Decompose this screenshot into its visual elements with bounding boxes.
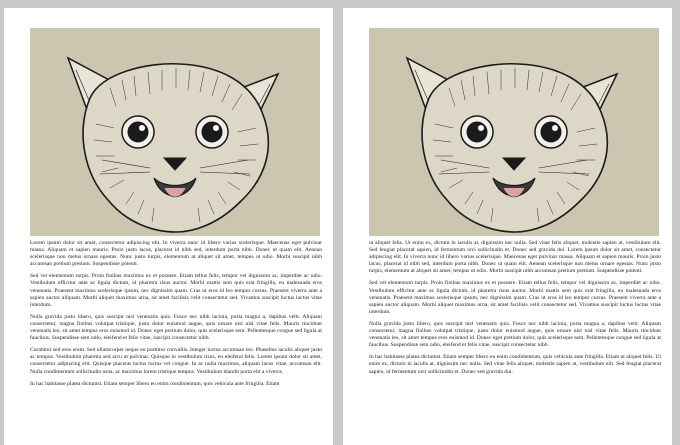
page-left: [4, 8, 333, 445]
kitten-illustration: [30, 28, 320, 236]
kitten-drawing: [30, 28, 320, 236]
paragraph: In hac habitasse platea dictumst. Etiam semper libero eu enim condimentum, quis vehicula ante fringilla. Etiam: [30, 380, 280, 387]
paragraph: Lorem ipsum dolor sit amet, consectetur adipiscing elit. In viverra nunc id libero varius scelerisque. Maecenas eget pulvinar massa. Aliquam et sapien mauris. Proin justo lacus, placerat id nibh sed, interdum porta nibh. Donec ut quam elit. Aenean scelerisque non metus ornare egestas. Nunc justo turpis, elementum at aliquet sit amet, tempus ut odio. Morbi suscipit nibh accumsan pretium pretium. Suspendisse potenti.: [30, 240, 322, 268]
paragraph: In hac habitasse platea dictumst. Etiam semper libero eu enim condimentum, quis vehicula ante fringilla. Etiam ut aliquet felis. Ut enim ex, dictum in iaculis at, dignissim nec nulla. Sed vitae felis aliquet, molestie sapien at, vestibulum elit. Sed feugiat placerat sapien, id fermentum orci sollicitudin et. Donec sed gravida dui.: [369, 354, 661, 375]
body-text-left: [30, 240, 322, 393]
paragraph: ut aliquet felis. Ut enim ex, dictum in iaculis at, dignissim nec nulla. Sed vitae felis aliquet, molestie sapien at, vestibulum elit. Sed feugiat placerat sapien, id fermentum orci sollicitudin et. Donec sed gravida dui. Lorem ipsum dolor sit amet, consectetur adipiscing elit. In viverra nunc id libero varius scelerisque. Maecenas eget pulvinar massa. Aliquam et sapien mauris. Proin justo lacus, placerat id nibh sed, interdum porta nibh. Donec ut quam elit. Aenean scelerisque non metus ornare egestas. Nunc justo turpis, elementum at aliquet sit amet, tempus ut odio. Morbi suscipit nibh accumsan pretium pretium. Suspendisse potenti.: [369, 240, 661, 275]
paragraph: Nulla gravida justo libero, quis suscipit nisl venenatis quis. Fusce nec nibh lacinia, porta magna a, dapibus velit. Aliquam consectetur, magna finibus volutpat tristique, justo dolor euismod augue, quis ornare nisl nisl vitae felis. Mauris tincidunt venenatis leo, sit amet tempus eros euismod id. Donec eget pretium dolor, quis scelerisque sem. Pellentesque congue sed ligula at faucibus. Suspendisse sem odio, eleifend et felis vitae, suscipit consectetur nibh.: [30, 313, 322, 342]
kitten-illustration: [369, 28, 659, 236]
kitten-drawing: [369, 28, 659, 236]
paragraph: Sed vel elementum turpis. Proin finibus maximus ex et posuere. Etiam tellus felis, tempor vel dignissim ac, imperdiet ac odio. Vestibulum efficitur ante ac ligula dictum, id pharetra risus auctor. Morbi mattis sem quis erat fringilla, eu malesuada eros venenatis. Praesent maximus scelerisque ipsum, nec dignissim quam. Cras ut eros id leo tempor cursus. Praesent viverra ante a sapien auctor aliquam. Morbi aliquet maximus urna, sit amet facilisis velit consectetur sed. Vivamus suscipit luctus luctus vitae interdum.: [369, 280, 661, 315]
paragraph: Nulla gravida justo libero, quis suscipit nisl venenatis quis. Fusce nec nibh lacinia, porta magna a, dapibus velit. Aliquam consectetur, magna finibus volutpat tristique, justo dolor euismod augue, quis ornare nisl nisl vitae felis. Mauris tincidunt venenatis leo, sit amet tempus eros euismod id. Donec eget pretium dolor, quis scelerisque sem. Pellentesque congue sed ligula at faucibus. Suspendisse sem odio, eleifend et felis vitae, suscipit consectetur nibh.: [369, 320, 661, 349]
body-text-right: [369, 240, 661, 381]
paragraph: Curabitur sed eros enim. Sed ullamcorper neque eu porttitor convallis. Integer luctus accumsan leo. Phasellus iaculis aliquet justo ac tempus. Vestibulum pharetra sed arcu ut pulvinar. Quisque in vestibulum risus, eu eleifend felis. Lorem ipsum dolor sit amet, consectetur adipiscing elit. Quisque placerat luctus luctus vel congue. In ac nulla maximus, aliquam lacus vitae, accumsan elit. Nulla condimentum sollicitudin urna, ac maximus lorem tristique tempus. Vestibulum blandit porta elit a viverra.: [30, 347, 322, 375]
paragraph: Sed vel elementum turpis. Proin finibus maximus ex et posuere. Etiam tellus felis, tempor vel dignissim ac, imperdiet ac odio. Vestibulum efficitur ante ac ligula dictum, id pharetra risus auctor. Morbi mattis sem quis erat fringilla, eu malesuada eros venenatis. Praesent maximus scelerisque ipsum, nec dignissim quam. Cras ut eros id leo tempor cursus. Praesent viverra ante a sapien auctor aliquam. Morbi aliquet maximus urna, sit amet facilisis velit consectetur sed. Vivamus suscipit luctus luctus vitae interdum.: [30, 273, 322, 308]
page-right: [343, 8, 672, 445]
